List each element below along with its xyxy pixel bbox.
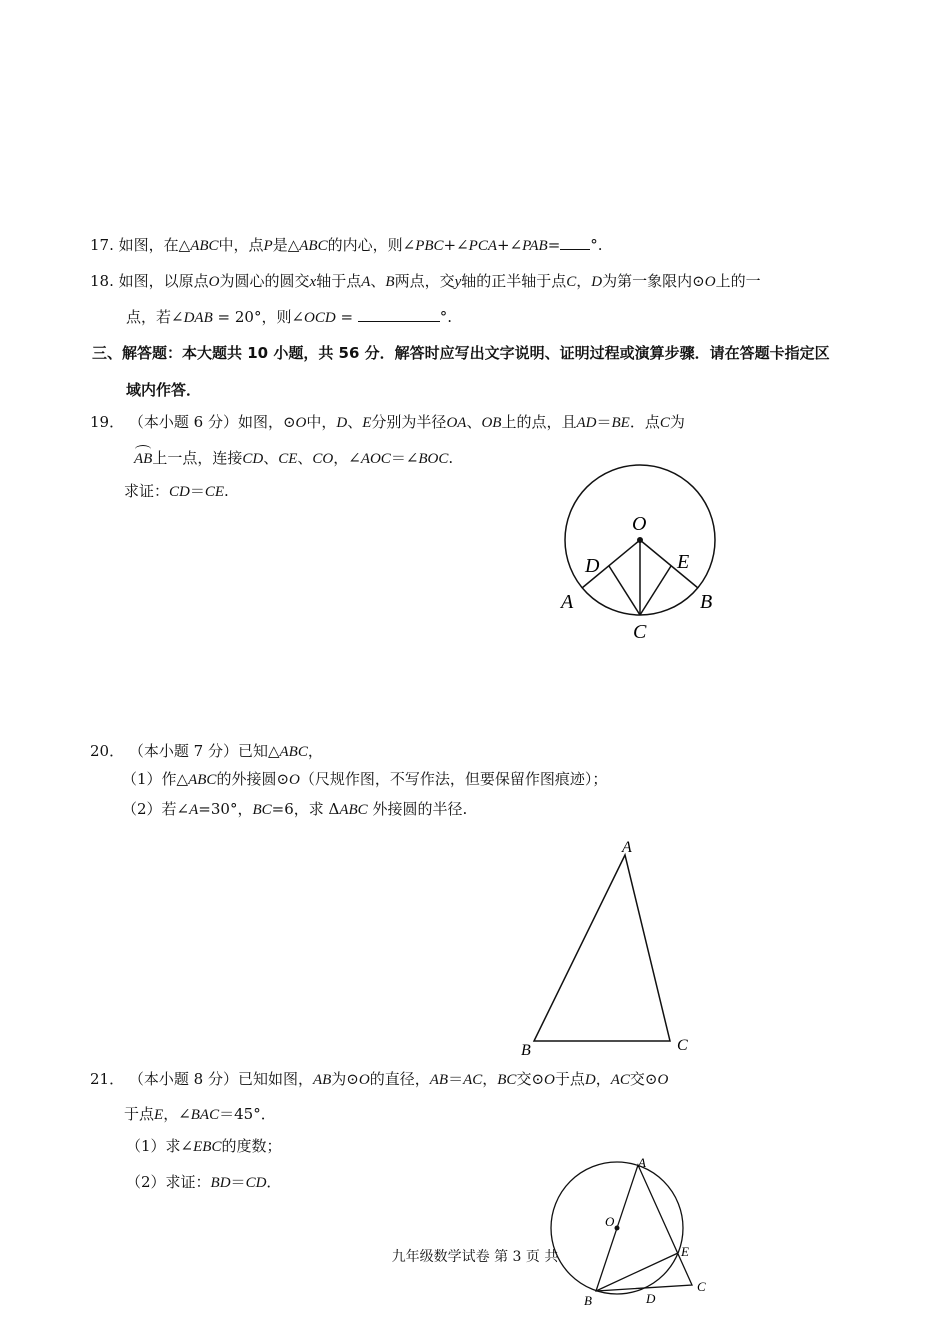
- q18-line-2: 点，若∠DAB = 20°，则∠OCD = °.: [126, 308, 453, 326]
- q20-line-1: 20． （本小题 7 分）已知△ABC，: [90, 742, 323, 760]
- q18-line-1: 18. 如图，以原点O为圆心的圆交x轴于点A、B两点，交y轴的正半轴于点C，D为第一象限内⊙O上的一: [90, 272, 761, 290]
- q20-triangle: [534, 855, 670, 1041]
- q20-label-c: C: [677, 1037, 688, 1054]
- q19-label-c: C: [633, 621, 647, 643]
- q21-part-1: （1）求∠EBC的度数；: [126, 1137, 282, 1155]
- q19-label-d: D: [585, 555, 600, 577]
- q21-label-e: E: [681, 1244, 689, 1259]
- q19-segment-dc: [609, 566, 640, 615]
- q19-segment-ob: [640, 540, 698, 588]
- q18-number: 18.: [90, 272, 114, 290]
- q21-label-b: B: [584, 1293, 592, 1308]
- q20-part-1: （1）作△ABC的外接圆⊙O（尺规作图，不写作法，但要保留作图痕迹）；: [122, 770, 608, 788]
- q19-label-o: O: [632, 513, 647, 535]
- q20-triangle-figure: [510, 835, 710, 1065]
- section-3-heading-cont: 域内作答．: [126, 381, 202, 399]
- page-footer: 九年级数学试卷 第 3 页 共: [391, 1249, 559, 1265]
- q21-number: 21．: [90, 1070, 125, 1088]
- q20-number: 20．: [90, 742, 125, 760]
- q21-label-d: D: [646, 1291, 656, 1306]
- q19-label-e: E: [677, 551, 690, 573]
- q19-center-dot: [637, 537, 643, 543]
- q18-answer-blank: [358, 307, 440, 322]
- q20-label-a: A: [622, 839, 632, 856]
- q21-label-c: C: [697, 1279, 706, 1294]
- q20-label-b: B: [521, 1042, 531, 1059]
- q19-line-1: 19． （本小题 6 分）如图，⊙O中，D、E分别为半径OA、OB上的点，且AD＝BE．点C为: [90, 413, 685, 431]
- q21-part-2: （2）求证：BD＝CD．: [126, 1173, 282, 1191]
- section-3-heading: 三、解答题：本大题共 10 小题，共 56 分．解答时应写出文字说明、证明过程或演算步骤．请在答题卡指定区: [92, 344, 830, 362]
- q21-line-2: 于点E，∠BAC＝45°．: [124, 1105, 276, 1123]
- q19-figure: [555, 460, 725, 650]
- q20-part-2: （2）若∠A=30°，BC=6，求 ΔABC 外接圆的半径.: [122, 800, 468, 818]
- q19-label-a: A: [561, 591, 574, 613]
- q19-label-b: B: [700, 591, 713, 613]
- q21-label-o: O: [605, 1214, 615, 1229]
- q19-segment-ec: [640, 566, 671, 615]
- q19-line-3: 求证：CD＝CE.: [124, 482, 229, 500]
- q17-line: 17. 如图，在△ABC中，点P是△ABC的内心，则∠PBC+∠PCA+∠PAB= °.: [90, 236, 603, 254]
- q17-number: 17.: [90, 236, 114, 254]
- arc-ab: AB: [134, 451, 153, 467]
- q21-center-dot: [615, 1226, 620, 1231]
- q21-label-a: A: [638, 1155, 646, 1170]
- q19-line-2: AB上一点，连接CD、CE、CO，∠AOC＝∠BOC.: [134, 449, 454, 467]
- q21-line-1: 21． （本小题 8 分）已知如图，AB为⊙O的直径，AB＝AC，BC交⊙O于点D，AC交⊙O: [90, 1070, 669, 1088]
- q21-figure: [550, 1155, 710, 1315]
- q17-answer-blank: [560, 235, 590, 250]
- q19-number: 19．: [90, 413, 125, 431]
